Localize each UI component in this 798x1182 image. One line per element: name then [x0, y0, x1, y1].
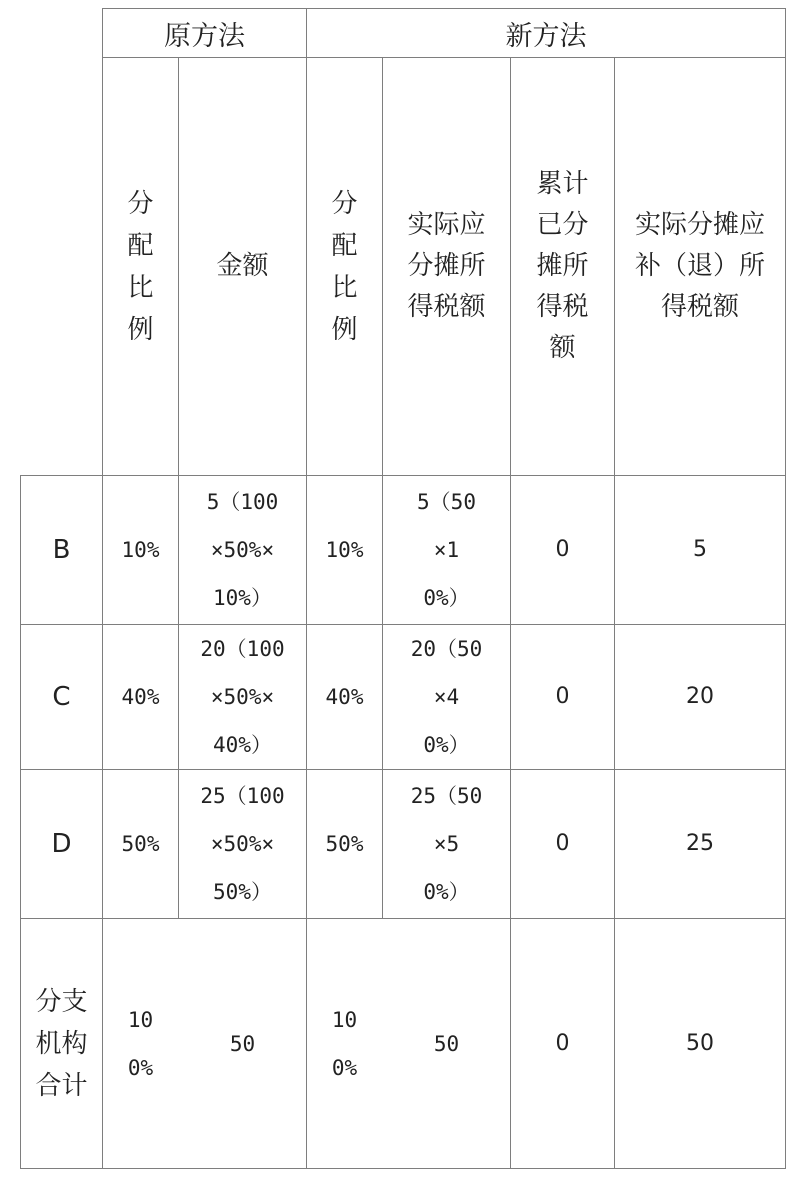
cell-text-line: 5: [693, 537, 707, 562]
cell-text-line: ×4: [433, 685, 460, 709]
subheader-new-ratio: [307, 58, 382, 475]
cell-text: [230, 1020, 255, 1068]
cell-text-line: C: [52, 682, 71, 712]
cell-text: [52, 676, 70, 718]
cell-text-line: 配: [127, 230, 154, 261]
cell-text: [200, 772, 284, 916]
cell-supplement: [615, 770, 785, 918]
cell-text-line: 40%: [121, 685, 160, 709]
cell-text: [556, 820, 570, 868]
cell-text-line: 机构: [35, 1028, 88, 1059]
subheader-orig-amount: [179, 58, 306, 475]
cell-text-line: 金额: [216, 251, 269, 281]
cell-text-line: 0%）: [423, 733, 470, 757]
cell-text-line: 0: [555, 537, 570, 562]
cell-text: [207, 478, 279, 622]
cell-actual-share: [383, 770, 510, 918]
cell-text-line: ×5: [433, 832, 460, 856]
cell-new-ratio: [307, 625, 382, 769]
cell-text: [326, 820, 364, 868]
cell-text: [635, 205, 765, 328]
cell-text-line: 25: [686, 831, 714, 856]
cell-text-line: 50%: [121, 832, 160, 856]
cell-text-line: 比: [331, 272, 358, 303]
cell-text-line: 20（100: [200, 637, 285, 661]
cell-cumulative: [511, 625, 614, 769]
cell-text: [122, 820, 160, 868]
cell-text-line: ×50%×: [210, 685, 275, 709]
subheader-actual-share: [383, 58, 510, 475]
cell-text: [35, 981, 87, 1107]
cell-orig-amount: [179, 476, 306, 624]
cell-cumulative: [511, 476, 614, 624]
cell-text-line: 10: [331, 1007, 358, 1032]
cell-text-line: 0: [555, 831, 570, 856]
cell-text-line: 50: [686, 1030, 714, 1056]
cell-text-line: 10%）: [213, 586, 272, 610]
cell-orig-ratio: [103, 770, 178, 918]
cell-text-line: 得税额: [660, 292, 739, 322]
cell-text-line: 10%: [325, 538, 364, 562]
cell-text: [51, 823, 71, 865]
cell-text: [411, 625, 483, 769]
cell-text-line: 分: [331, 188, 358, 219]
cell-text-line: 0: [555, 684, 570, 709]
cell-text-line: 分: [127, 188, 154, 219]
cell-text-line: 50%）: [213, 880, 272, 904]
cell-text: [122, 526, 160, 574]
cell-text: [536, 164, 588, 369]
cell-text-line: 40%: [325, 685, 364, 709]
cell-text: [326, 526, 364, 574]
cell-text-line: 分摊所: [407, 251, 486, 281]
cell-text-line: 实际应: [407, 210, 486, 240]
cell-text: [331, 183, 357, 351]
header-original-method-label: 原方法: [164, 20, 245, 52]
cell-text: [417, 478, 476, 622]
cell-text: [556, 1020, 570, 1068]
cell-text: [216, 246, 268, 287]
header-new-method: [307, 9, 785, 57]
cell-text-line: 10: [127, 1007, 154, 1032]
cell-actual-share: [383, 625, 510, 769]
cell-text-line: 实际分摊应: [634, 210, 765, 240]
cell-text: [407, 205, 485, 328]
cell-text: [326, 673, 364, 721]
cell-text: [411, 772, 483, 916]
cell-text-line: 25（50: [410, 784, 483, 808]
cell-text-line: 20: [686, 684, 714, 709]
cell-supplement: [615, 476, 785, 624]
cell-text: [686, 1020, 714, 1068]
cell-text-line: ×1: [433, 538, 460, 562]
cell-text-line: 20（50: [410, 637, 483, 661]
cell-text-line: 补（退）所: [634, 251, 765, 281]
cell-text: [200, 625, 284, 769]
header-original-method: [103, 9, 306, 57]
cell-text: [332, 996, 357, 1092]
cell-text-line: 0: [555, 1030, 570, 1056]
cell-text-line: ×50%×: [210, 538, 275, 562]
cell-text-line: 50: [229, 1031, 256, 1056]
cell-text-line: 50%: [325, 832, 364, 856]
cell-text: [434, 1020, 459, 1068]
cell-cumulative: [511, 919, 614, 1168]
cell-text-line: 10%: [121, 538, 160, 562]
cell-text-line: 比: [127, 272, 154, 303]
cell-text-line: 得税额: [407, 292, 486, 322]
cell-text-line: 得税: [536, 292, 589, 322]
cell-text-line: 已分: [536, 210, 589, 240]
cell-orig-ratio: [103, 476, 178, 624]
cell-text-line: 摊所: [536, 251, 589, 281]
cell-text: [556, 526, 570, 574]
cell-text-line: 例: [127, 314, 154, 345]
cell-text-line: 5（50: [417, 490, 476, 514]
cell-orig-ratio: [103, 625, 178, 769]
cell-text-line: 配: [331, 230, 358, 261]
cell-label: [21, 770, 102, 918]
cell-text-line: 25（100: [200, 784, 285, 808]
cell-text-line: 分支: [35, 986, 88, 1017]
cell-label: [21, 625, 102, 769]
cell-text: [128, 996, 153, 1092]
cell-supplement: [615, 625, 785, 769]
cell-text-line: 额: [549, 333, 576, 363]
cell-text-line: 例: [331, 314, 358, 345]
cell-text-line: 合计: [35, 1070, 88, 1101]
cell-text-line: 40%）: [213, 733, 272, 757]
cell-text: [556, 673, 570, 721]
cell-text-line: 0%: [127, 1055, 154, 1080]
cell-new-ratio: [307, 919, 382, 1168]
subheader-supplement: [615, 58, 785, 475]
cell-text: [686, 673, 714, 721]
cell-text-line: B: [52, 535, 71, 565]
cell-orig-ratio: [103, 919, 178, 1168]
cell-label: [21, 919, 102, 1168]
cell-label: [21, 476, 102, 624]
table-border-right: [785, 8, 786, 1169]
cell-text: [53, 529, 71, 571]
cell-new-ratio: [307, 770, 382, 918]
cell-supplement: [615, 919, 785, 1168]
cell-text: [693, 526, 707, 574]
cell-orig-amount: [179, 625, 306, 769]
cell-text-line: 0%）: [423, 586, 470, 610]
subheader-cumulative: [511, 58, 614, 475]
cell-text-line: 5（100: [206, 490, 279, 514]
cell-actual-share: [383, 476, 510, 624]
cell-actual-share: [383, 919, 510, 1168]
cell-text-line: 50: [433, 1031, 460, 1056]
cell-text: [122, 673, 160, 721]
cell-new-ratio: [307, 476, 382, 624]
table-border-bottom: [20, 1168, 786, 1169]
cell-orig-amount: [179, 919, 306, 1168]
cell-text-line: 累计: [536, 169, 589, 199]
cell-orig-amount: [179, 770, 306, 918]
cell-text-line: 0%: [331, 1055, 358, 1080]
cell-text: [127, 183, 153, 351]
subheader-orig-ratio: [103, 58, 178, 475]
cell-text-line: ×50%×: [210, 832, 275, 856]
cell-text-line: D: [51, 829, 72, 859]
cell-text: [686, 820, 714, 868]
cell-cumulative: [511, 770, 614, 918]
header-new-method-label: 新方法: [505, 20, 587, 52]
cell-text-line: 0%）: [423, 880, 470, 904]
